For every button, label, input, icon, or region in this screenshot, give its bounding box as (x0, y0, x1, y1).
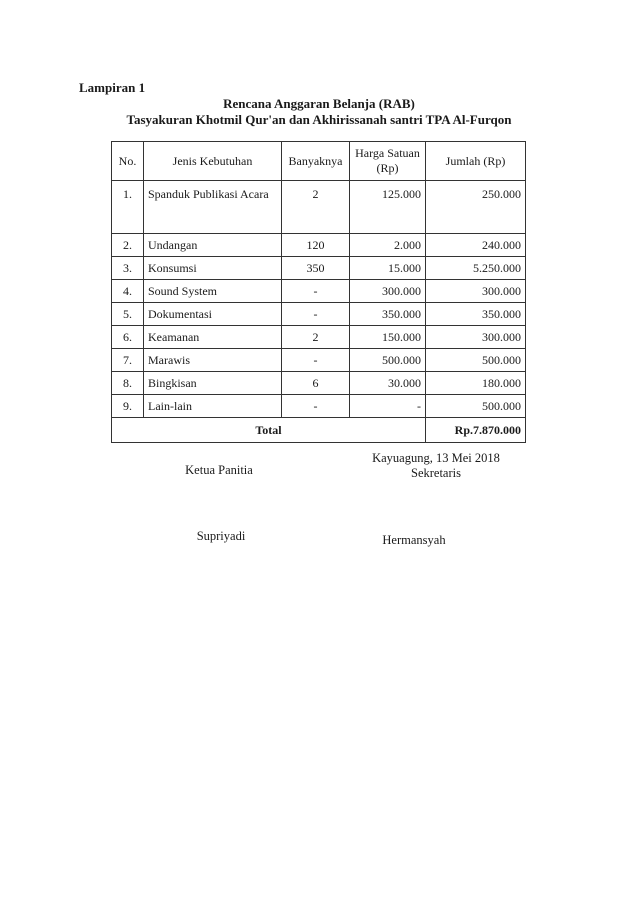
total-value: Rp.7.870.000 (426, 418, 526, 443)
row-total: 240.000 (426, 234, 526, 257)
row-item: Konsumsi (144, 257, 282, 280)
table-row (112, 372, 526, 395)
row-qty: 2 (282, 326, 350, 349)
row-qty: 6 (282, 372, 350, 395)
row-price: 15.000 (350, 257, 426, 280)
row-total: 180.000 (426, 372, 526, 395)
row-price: 350.000 (350, 303, 426, 326)
table-row (112, 349, 526, 372)
left-role: Ketua Panitia (185, 463, 253, 477)
document-title: Rencana Anggaran Belanja (RAB) (223, 96, 415, 111)
row-qty: 350 (282, 257, 350, 280)
header-total: Jumlah (Rp) (426, 142, 526, 181)
header-price: Harga Satuan (Rp) (350, 142, 426, 181)
header-qty: Banyaknya (282, 142, 350, 181)
header-no: No. (112, 142, 144, 181)
table-row (112, 234, 526, 257)
row-qty: - (282, 395, 350, 418)
document-subtitle: Tasyakuran Khotmil Qur'an dan Akhirissanah santri TPA Al-Furqon (126, 112, 512, 127)
place-date: Kayuagung, 13 Mei 2018 (372, 451, 500, 465)
row-no: 5. (112, 303, 144, 326)
row-price: 2.000 (350, 234, 426, 257)
attachment-label: Lampiran 1 (79, 80, 146, 95)
row-price: 30.000 (350, 372, 426, 395)
row-no: 3. (112, 257, 144, 280)
table-row (112, 326, 526, 349)
row-total: 300.000 (426, 280, 526, 303)
table-header-row (112, 142, 526, 181)
row-no: 9. (112, 395, 144, 418)
header-item: Jenis Kebutuhan (144, 142, 282, 181)
row-item: Keamanan (144, 326, 282, 349)
total-label: Total (112, 418, 426, 443)
row-item: Spanduk Publikasi Acara (144, 181, 282, 234)
row-price: - (350, 395, 426, 418)
row-no: 8. (112, 372, 144, 395)
right-role: Sekretaris (411, 466, 461, 480)
row-item: Sound System (144, 280, 282, 303)
row-total: 500.000 (426, 349, 526, 372)
row-no: 1. (112, 181, 144, 234)
row-qty: - (282, 349, 350, 372)
right-name: Hermansyah (382, 533, 446, 547)
total-row (112, 418, 526, 443)
row-no: 6. (112, 326, 144, 349)
signature-right-block (336, 451, 536, 481)
row-qty: - (282, 303, 350, 326)
row-no: 4. (112, 280, 144, 303)
row-qty: - (282, 280, 350, 303)
row-total: 500.000 (426, 395, 526, 418)
row-total: 250.000 (426, 181, 526, 234)
row-item: Bingkisan (144, 372, 282, 395)
row-item: Lain-lain (144, 395, 282, 418)
row-item: Dokumentasi (144, 303, 282, 326)
row-total: 5.250.000 (426, 257, 526, 280)
table-row (112, 303, 526, 326)
budget-table (111, 141, 526, 443)
row-price: 500.000 (350, 349, 426, 372)
row-price: 125.000 (350, 181, 426, 234)
row-price: 300.000 (350, 280, 426, 303)
row-total: 300.000 (426, 326, 526, 349)
table-row (112, 257, 526, 280)
table-row (112, 181, 526, 234)
table-row (112, 395, 526, 418)
row-no: 7. (112, 349, 144, 372)
row-item: Undangan (144, 234, 282, 257)
table-row (112, 280, 526, 303)
row-item: Marawis (144, 349, 282, 372)
row-no: 2. (112, 234, 144, 257)
row-total: 350.000 (426, 303, 526, 326)
row-qty: 2 (282, 181, 350, 234)
row-qty: 120 (282, 234, 350, 257)
left-name: Supriyadi (196, 529, 246, 543)
row-price: 150.000 (350, 326, 426, 349)
